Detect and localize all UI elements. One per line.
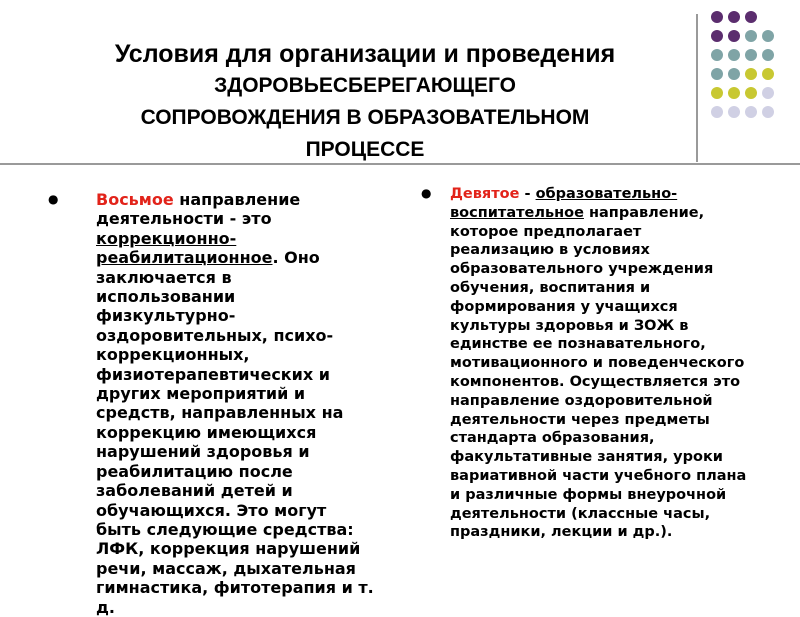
left-lead-word: Восьмое [96, 190, 174, 209]
decorative-dot [762, 49, 774, 61]
right-column-text [450, 185, 750, 542]
decorative-dot [711, 106, 723, 118]
vertical-divider [696, 14, 698, 162]
decorative-dot [728, 87, 740, 99]
decorative-dot [745, 106, 757, 118]
left-column-text [96, 190, 376, 617]
decorative-dot [762, 106, 774, 118]
decorative-dot [745, 68, 757, 80]
title-line-1: Условия для организации и проведения [114, 40, 616, 68]
left-text-1: направление деятельности - это [96, 190, 301, 229]
decorative-dot [711, 11, 723, 23]
decorative-dot [711, 87, 723, 99]
decorative-dot-grid [711, 11, 781, 131]
decorative-dot [728, 30, 740, 42]
decorative-dot [762, 68, 774, 80]
title-line-4: ПРОЦЕССЕ [305, 138, 425, 161]
decorative-dot [745, 11, 757, 23]
left-underlined-term: коррекционно-реабилитационное [96, 228, 273, 268]
decorative-dot [745, 49, 757, 61]
title-line-2: ЗДОРОВЬЕСБЕРЕГАЮЩЕГО [214, 74, 516, 97]
decorative-dot [728, 49, 740, 61]
right-lead-word: Девятое [450, 186, 520, 202]
right-underlined-term: образовательно-воспитательное [450, 186, 678, 221]
right-text-1: - [519, 186, 536, 202]
bullet-icon: ● [421, 186, 432, 200]
decorative-dot [728, 68, 740, 80]
right-text-2: направление, которое предполагает реализацию в условиях образовательного учреждения обучения, воспитания и формирования у учащихся культуры здоровья и ЗОЖ в единстве ее познавательного, мотивационного и поведенческого компонентов. Осуществляется это направление оздоровительной деятельности через предметы стандарта образования, факультативные занятия, уроки вариативной части учебного плана и различные формы внеурочной деятельности (классные часы, праздники, лекции и др.). [450, 204, 747, 541]
decorative-dot [762, 87, 774, 99]
decorative-dot [711, 49, 723, 61]
decorative-dot [711, 30, 723, 42]
decorative-dot [728, 11, 740, 23]
decorative-dot [728, 106, 740, 118]
decorative-dot [745, 30, 757, 42]
decorative-dot [762, 30, 774, 42]
bullet-icon: ● [48, 192, 59, 206]
decorative-dot [745, 87, 757, 99]
slide-title [40, 38, 690, 166]
decorative-dot [711, 68, 723, 80]
horizontal-divider [0, 163, 800, 165]
left-text-2: . Оно заключается в использовании физкультурно-оздоровительных, психо-коррекционных, физиотерапевтических и других мероприятий и средств, направленных на коррекцию имеющихся нарушений здоровья и реабилитацию после заболеваний детей и обучающихся. Это могут быть следующие средства: ЛФК, коррекция нарушений речи, массаж, дыхательная гимнастика, фитотерапия и т. д. [96, 248, 374, 617]
title-line-3: СОПРОВОЖДЕНИЯ В ОБРАЗОВАТЕЛЬНОМ [140, 106, 590, 129]
